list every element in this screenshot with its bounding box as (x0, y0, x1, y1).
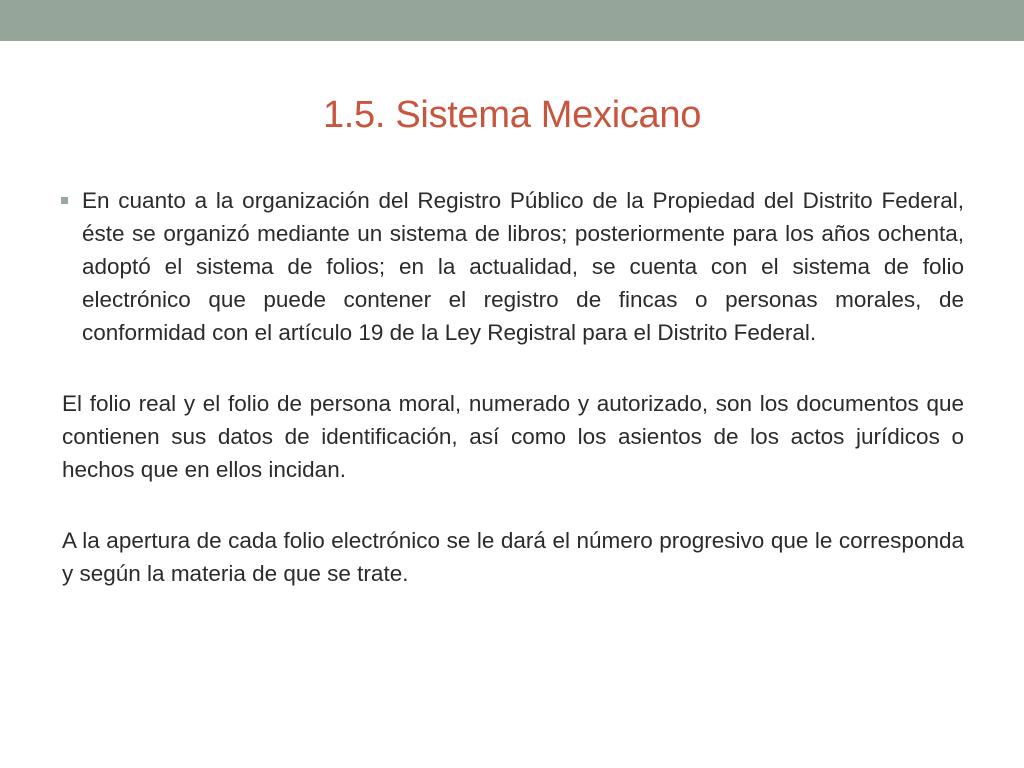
paragraph-folio-real: El folio real y el folio de persona moral, numerado y autorizado, son los documentos que contienen sus datos de identificación, así como los asientos de los actos jurídicos o hechos que en ellos incidan. (62, 391, 964, 482)
top-accent-band (0, 0, 1024, 41)
bullet-text: En cuanto a la organización del Registro Público de la Propiedad del Distrito Federal, éste se organizó mediante un sistema de libros; posteriormente para los años ochenta, adoptó el sistema de folios; en la actualidad, se cuenta con el sistema de folio electrónico que puede contener el registro de fincas o personas morales, de conformidad con el artículo 19 de la Ley Registral para el Distrito Federal. (82, 188, 964, 345)
paragraph-apertura-folio: A la apertura de cada folio electrónico se le dará el número progresivo que le corresponda y según la materia de que se trate. (62, 528, 964, 586)
slide-body (62, 184, 964, 590)
bullet-item (62, 184, 964, 349)
slide-title: 1.5. Sistema Mexicano (322, 94, 702, 136)
square-bullet-icon (61, 197, 68, 204)
